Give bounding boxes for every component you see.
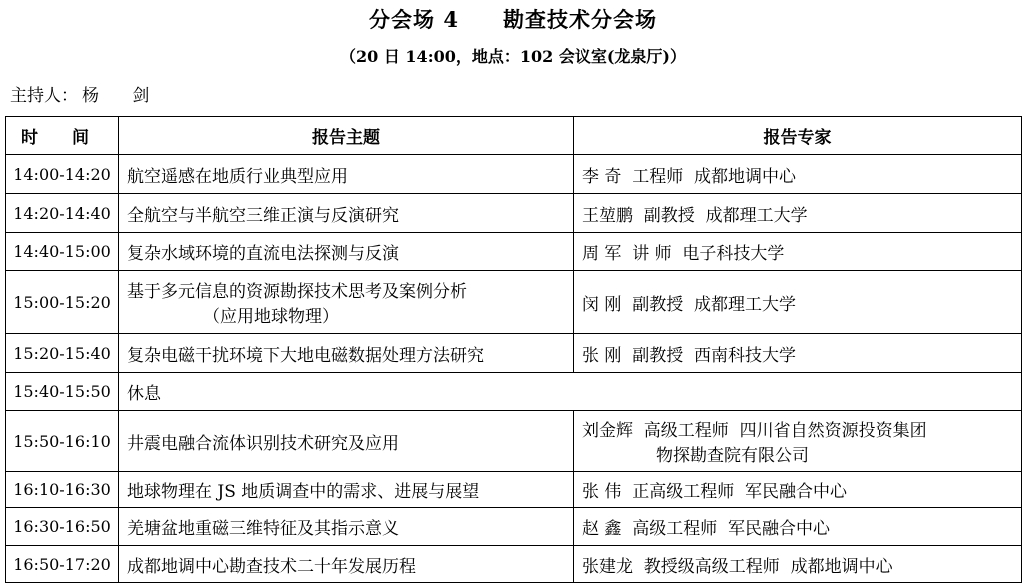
cell-topic: 复杂水域环境的直流电法探测与反演 bbox=[119, 233, 574, 271]
host-name: 杨 剑 bbox=[82, 86, 164, 106]
table-row bbox=[6, 271, 1022, 334]
table-row bbox=[6, 508, 1022, 546]
cell-time: 16:10-16:30 bbox=[6, 472, 119, 508]
cell-time: 14:20-14:40 bbox=[6, 194, 119, 233]
cell-expert: 王堃鹏 副教授 成都理工大学 bbox=[574, 194, 1022, 233]
table-row bbox=[6, 233, 1022, 271]
cell-topic: 复杂电磁干扰环境下大地电磁数据处理方法研究 bbox=[119, 334, 574, 373]
cell-topic: 井震电融合流体识别技术研究及应用 bbox=[119, 411, 574, 472]
expert-line-1: 刘金辉 高级工程师 四川省自然资源投资集团 bbox=[582, 421, 927, 441]
cell-time: 15:00-15:20 bbox=[6, 271, 119, 334]
table-row bbox=[6, 411, 1022, 472]
schedule-table bbox=[5, 116, 1022, 583]
cell-topic: 全航空与半航空三维正演与反演研究 bbox=[119, 194, 574, 233]
table-row bbox=[6, 546, 1022, 583]
cell-time: 14:00-14:20 bbox=[6, 155, 119, 194]
table-row bbox=[6, 334, 1022, 373]
page-title: 分会场 4 勘查技术分会场 bbox=[369, 7, 657, 32]
cell-time: 16:30-16:50 bbox=[6, 508, 119, 546]
table-row bbox=[6, 472, 1022, 508]
cell-time: 15:40-15:50 bbox=[6, 373, 119, 411]
cell-topic: 羌塘盆地重磁三维特征及其指示意义 bbox=[119, 508, 574, 546]
cell-expert bbox=[574, 411, 1022, 472]
table-row bbox=[6, 194, 1022, 233]
host-label: 主持人： bbox=[10, 86, 78, 106]
cell-time: 14:40-15:00 bbox=[6, 233, 119, 271]
column-header-time: 时 间 bbox=[6, 117, 119, 155]
cell-expert: 李 奇 工程师 成都地调中心 bbox=[574, 155, 1022, 194]
column-header-expert: 报告专家 bbox=[574, 117, 1022, 155]
cell-topic bbox=[119, 271, 574, 334]
cell-expert: 周 军 讲 师 电子科技大学 bbox=[574, 233, 1022, 271]
cell-topic: 地球物理在 JS 地质调查中的需求、进展与展望 bbox=[119, 472, 574, 508]
column-header-topic: 报告主题 bbox=[119, 117, 574, 155]
cell-topic: 成都地调中心勘查技术二十年发展历程 bbox=[119, 546, 574, 583]
cell-expert: 张建龙 教授级高级工程师 成都地调中心 bbox=[574, 546, 1022, 583]
cell-time: 16:50-17:20 bbox=[6, 546, 119, 583]
cell-time: 15:50-16:10 bbox=[6, 411, 119, 472]
session-time-location: （20 日 14:00，地点：102 会议室(龙泉厅)） bbox=[340, 47, 686, 66]
topic-line-1: 基于多元信息的资源勘探技术思考及案例分析 bbox=[127, 282, 467, 302]
session-host bbox=[10, 81, 163, 106]
cell-topic: 休息 bbox=[119, 373, 1022, 411]
table-header-row bbox=[6, 117, 1022, 155]
table-row bbox=[6, 155, 1022, 194]
expert-line-2: 物探勘查院有限公司 bbox=[656, 446, 809, 466]
topic-line-2: （应用地球物理） bbox=[203, 307, 339, 327]
cell-expert: 闵 刚 副教授 成都理工大学 bbox=[574, 271, 1022, 334]
cell-time: 15:20-15:40 bbox=[6, 334, 119, 373]
cell-expert: 张 伟 正高级工程师 军民融合中心 bbox=[574, 472, 1022, 508]
table-row-break bbox=[6, 373, 1022, 411]
cell-expert: 赵 鑫 高级工程师 军民融合中心 bbox=[574, 508, 1022, 546]
cell-expert: 张 刚 副教授 西南科技大学 bbox=[574, 334, 1022, 373]
cell-topic: 航空遥感在地质行业典型应用 bbox=[119, 155, 574, 194]
